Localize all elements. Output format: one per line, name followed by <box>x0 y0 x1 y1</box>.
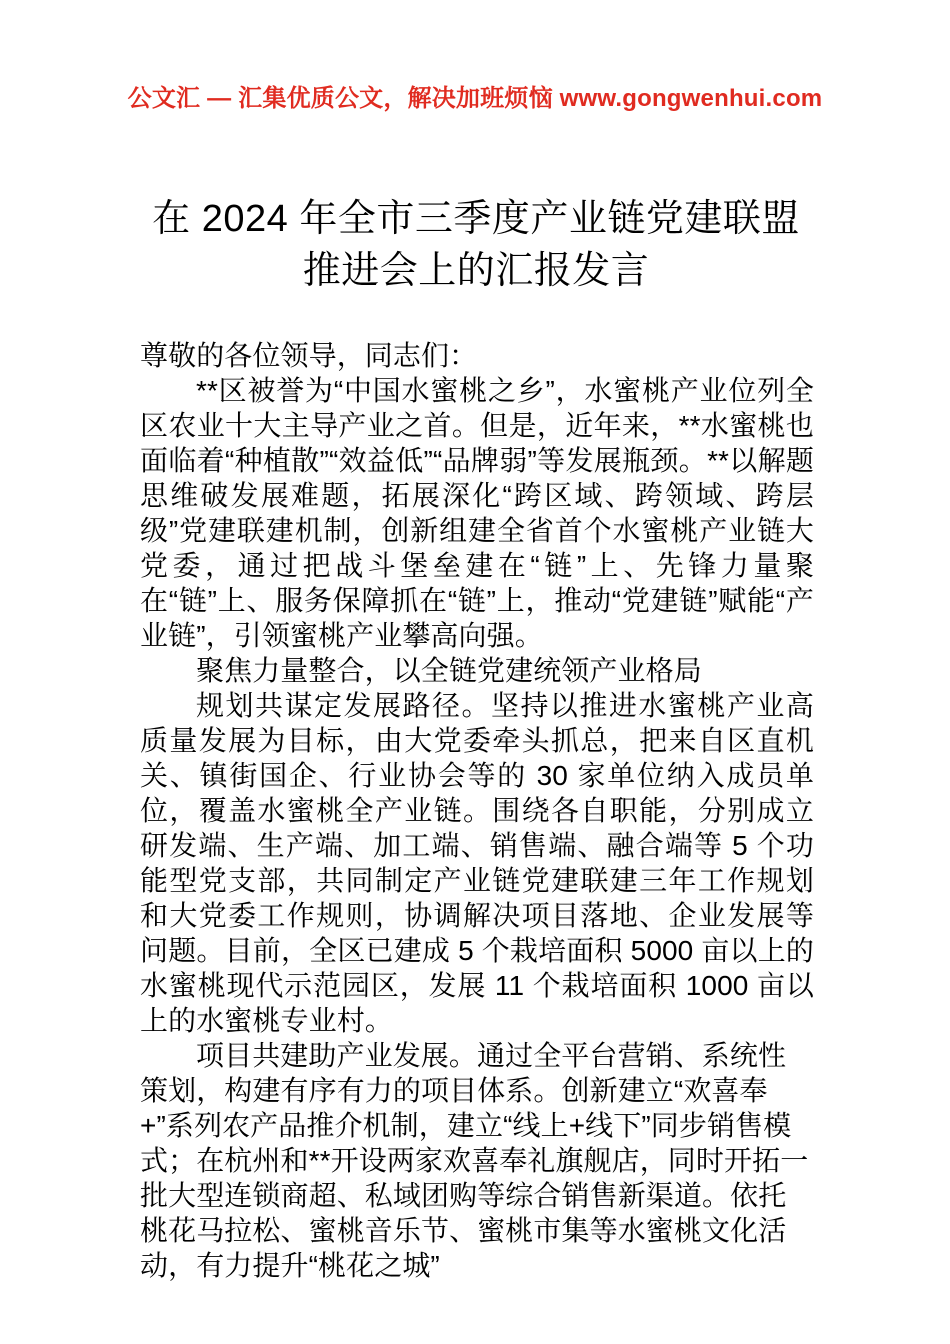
paragraph-salutation: 尊敬的各位领导，同志们： <box>140 340 478 371</box>
document-title: 在 2024 年全市三季度产业链党建联盟推进会上的汇报发言 <box>152 198 800 293</box>
site-watermark-header: 公文汇 — 汇集优质公文，解决加班烦恼 www.gongwenhui.com <box>127 85 823 112</box>
paragraph-intro: **区被誉为“中国水蜜桃之乡”，水蜜桃产业位列全区农业十大主导产业之首。但是，近年来，**水蜜桃也面临着“种植散”“效益低”“品牌弱”等发展瓶颈。**以解题思维破发展难题，拓展深化“跨区域、跨领域、跨层级”党建联建机制，创新组建全省首个水蜜桃产业链大党委，通过把战斗堡垒建在“链”上、先锋力量聚在“链”上、服务保障抓在“链”上，推动“党建链”赋能“产业链”，引领蜜桃产业攀高向强。 <box>140 375 814 651</box>
paragraph-section-1-body-2: 项目共建助产业发展。通过全平台营销、系统性策划，构建有序有力的项目体系。创新建立“欢喜奉+”系列农产品推介机制，建立“线上+线下”同步销售模式；在杭州和**开设两家欢喜奉礼旗舰店，同时开拓一批大型连锁商超、私域团购等综合销售新渠道。依托桃花马拉松、蜜桃音乐节、蜜桃市集等水蜜桃文化活动，有力提升“桃花之城” <box>140 1040 809 1281</box>
paragraph-section-heading-1: 聚焦力量整合，以全链党建统领产业格局 <box>196 655 702 686</box>
document-body <box>140 338 814 1283</box>
paragraph-section-1-body-1: 规划共谋定发展路径。坚持以推进水蜜桃产业高质量发展为目标，由大党委牵头抓总，把来自区直机关、镇街国企、行业协会等的 30 家单位纳入成员单位，覆盖水蜜桃全产业链。围绕各自职能，分别成立研发端、生产端、加工端、销售端、融合端等 5 个功能型党支部，共同制定产业链党建联建三年工作规划和大党委工作规则，协调解决项目落地、企业发展等问题。目前，全区已建成 5 个栽培面积 5000 亩以上的水蜜桃现代示范园区，发展 11 个栽培面积 1000 亩以上的水蜜桃专业村。 <box>140 690 814 1036</box>
